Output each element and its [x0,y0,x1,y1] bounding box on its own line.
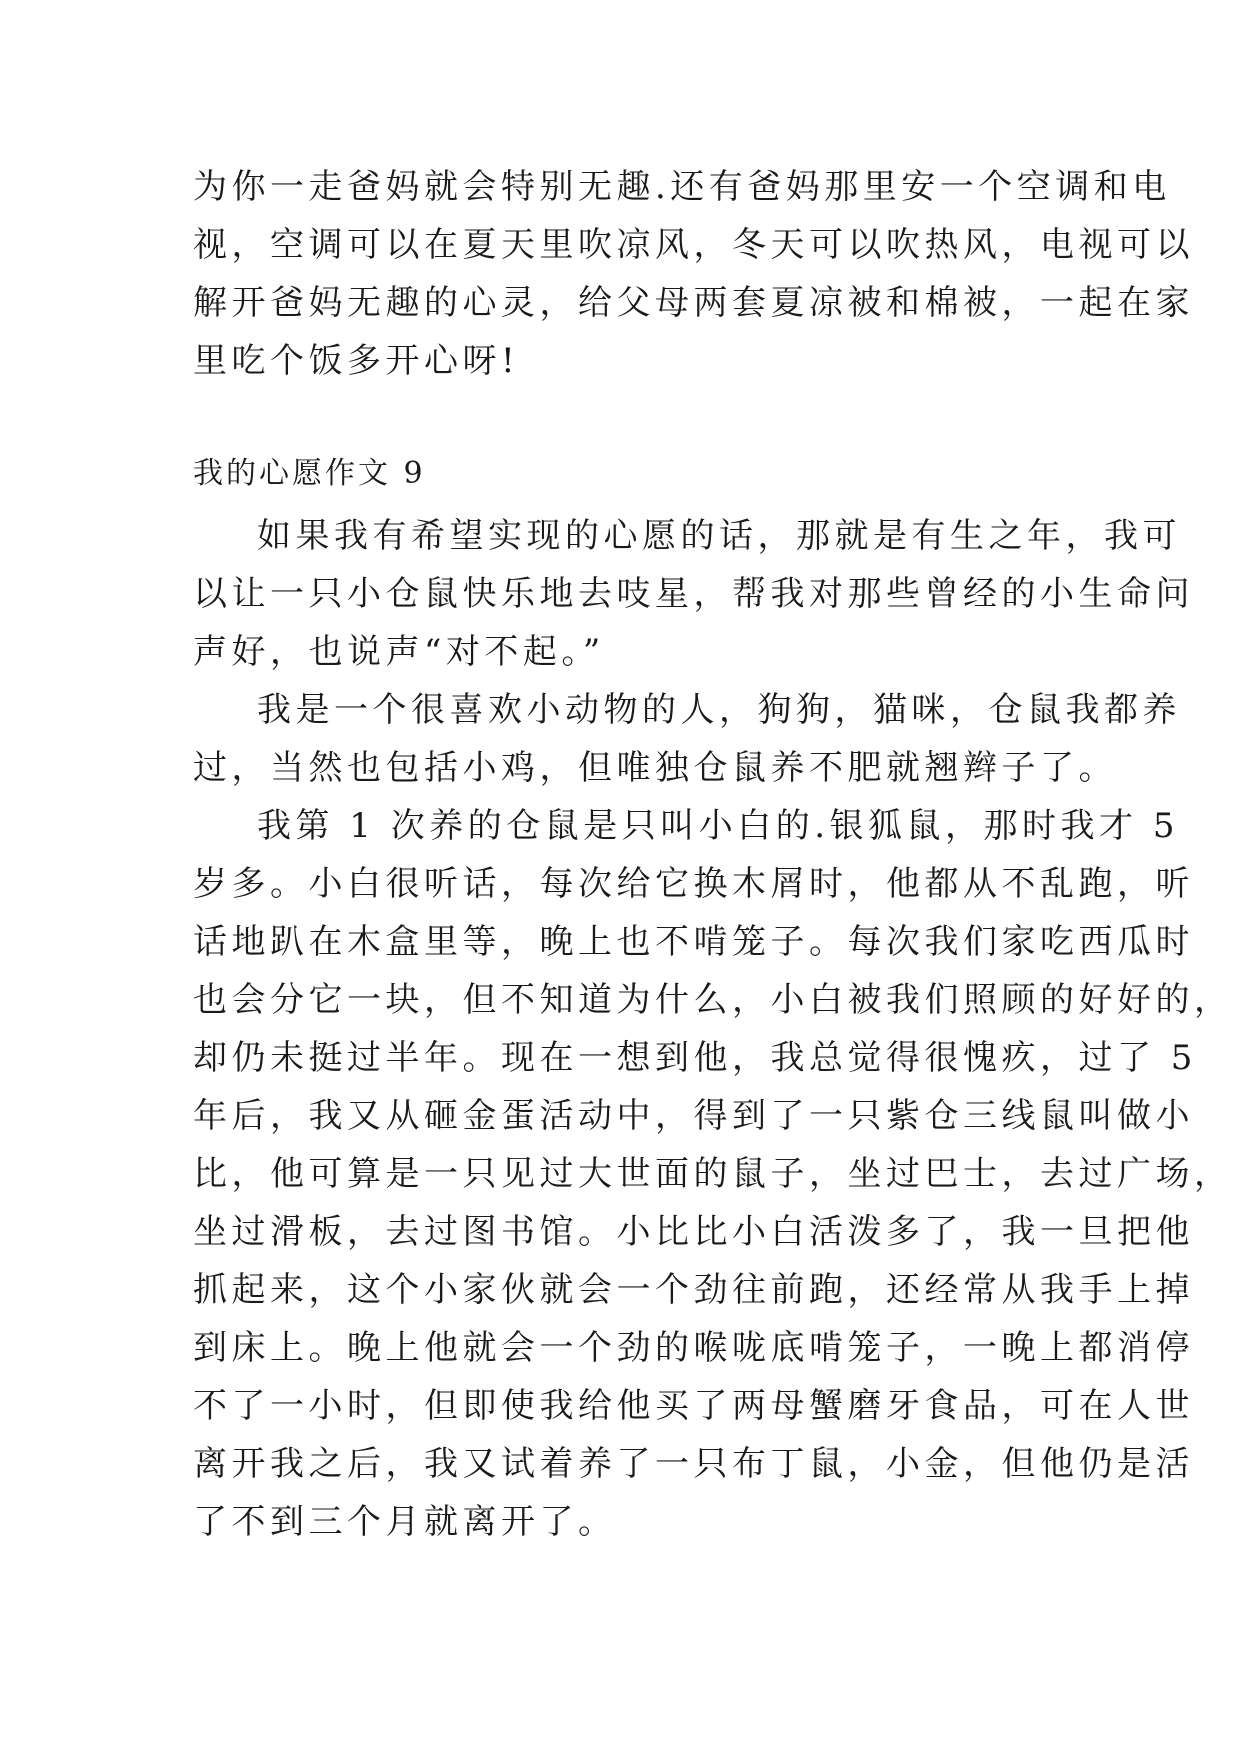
text-line: 也会分它一块，但不知道为什么，小白被我们照顾的好好的， [193,980,1233,1020]
paragraph-first-line: 我第 1 次养的仓鼠是只叫小白的.银狐鼠，那时我才 5 [257,806,1179,846]
text-line: 抓起来，这个小家伙就会一个劲往前跑，还经常从我手上掉 [193,1270,1194,1310]
text-line: 坐过滑板，去过图书馆。小比比小白活泼多了，我一旦把他 [193,1212,1194,1252]
text-line: 岁多。小白很听话，每次给它换木屑时，他都从不乱跑，听 [193,864,1194,904]
essay-title: 我的心愿作文 9 [193,456,426,491]
paragraph-first-line: 如果我有希望实现的心愿的话，那就是有生之年，我可 [257,516,1181,556]
paragraph-first-line: 我是一个很喜欢小动物的人，狗狗，猫咪，仓鼠我都养 [257,690,1181,730]
text-line: 却仍未挺过半年。现在一想到他，我总觉得很愧疚，过了 5 [193,1038,1197,1078]
text-line: 比，他可算是一只见过大世面的鼠子，坐过巴士，去过广场， [193,1154,1233,1194]
text-line: 话地趴在木盒里等，晚上也不啃笼子。每次我们家吃西瓜时 [193,922,1194,962]
text-line: 声好，也说声“对不起。” [193,632,605,672]
intro-paragraph [193,158,1194,390]
text-line: 里吃个饭多开心呀! [193,341,520,381]
text-line: 以让一只小仓鼠快乐地去吱星，帮我对那些曾经的小生命问 [193,574,1194,614]
text-line: 到床上。晚上他就会一个劲的喉咙底啃笼子，一晚上都消停 [193,1328,1194,1368]
text-line: 为你一走爸妈就会特别无趣.还有爸妈那里安一个空调和电 [193,167,1171,207]
text-line: 了不到三个月就离开了。 [193,1502,617,1542]
text-line: 视，空调可以在夏天里吹凉风，冬天可以吹热风，电视可以 [193,225,1194,265]
essay-heading-block [193,445,1055,503]
text-line: 不了一小时，但即使我给他买了两母蟹磨牙食品，可在人世 [193,1386,1194,1426]
text-line: 解开爸妈无趣的心灵，给父母两套夏凉被和棉被，一起在家 [193,283,1194,323]
essay-body [193,507,1233,1551]
text-line: 过，当然也包括小鸡，但唯独仓鼠养不肥就翘辫子了。 [193,748,1117,788]
text-line: 离开我之后，我又试着养了一只布丁鼠，小金，但他仍是活 [193,1444,1194,1484]
text-line: 年后，我又从砸金蛋活动中，得到了一只紫仓三线鼠叫做小 [193,1096,1194,1136]
